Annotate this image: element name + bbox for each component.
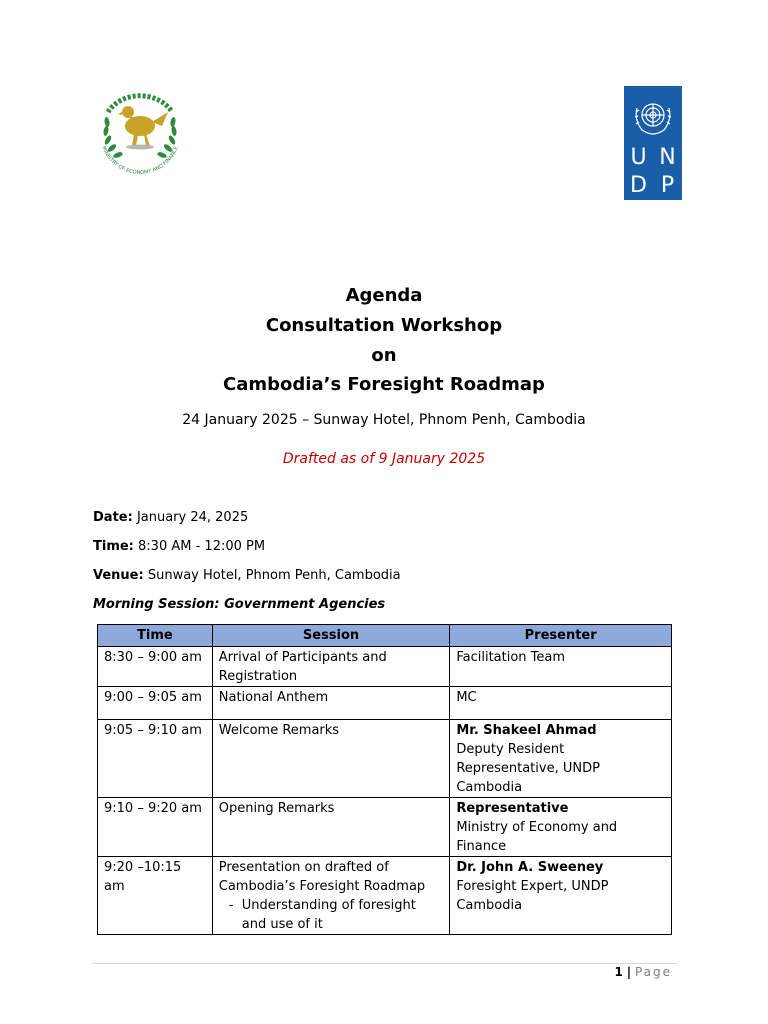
presenter-cell [450, 687, 672, 720]
page-footer [0, 964, 672, 980]
undp-letter-u: U [630, 145, 647, 170]
date-label: Date: [93, 510, 133, 525]
ministry-logo [88, 82, 192, 174]
venue-line [93, 567, 401, 584]
on-heading: on [371, 345, 397, 366]
roadmap-heading: Cambodia’s Foresight Roadmap [223, 374, 545, 395]
time-cell: 9:20 –10:15 am [98, 857, 213, 935]
presenter-cell [450, 647, 672, 687]
session-text: Presentation on drafted of Cambodia’s Foresight Roadmap [218, 860, 426, 894]
header-time: Time [98, 625, 213, 647]
undp-logo [624, 86, 682, 200]
undp-letter-p: P [660, 173, 675, 198]
session-cell: Welcome Remarks [212, 720, 450, 798]
presenter-detail: MC [456, 690, 477, 705]
presenter-cell [450, 798, 672, 857]
time-cell: 9:00 – 9:05 am [98, 687, 213, 720]
header-session: Session [212, 625, 450, 647]
presenter-detail: Facilitation Team [456, 650, 566, 665]
page-number: 1 [614, 965, 623, 979]
golden-bird [118, 106, 168, 146]
time-cell: 9:05 – 9:10 am [98, 720, 213, 798]
time-cell: 8:30 – 9:00 am [98, 647, 213, 687]
table-row [98, 687, 672, 720]
session-title: Morning Session: Government Agencies [93, 597, 386, 612]
agenda-table [97, 624, 672, 935]
presenter-detail: Deputy Resident Representative, UNDP Cambodia [456, 742, 600, 795]
presenter-cell [450, 720, 672, 798]
session-cell: Arrival of Participants and Registration [212, 647, 450, 687]
session-cell [212, 857, 450, 935]
bullet-text: Understanding of foresight and use of it [241, 898, 416, 932]
time-value: 8:30 AM - 12:00 PM [138, 539, 266, 554]
date-line [93, 509, 248, 526]
perch [126, 145, 154, 150]
bullet-dash: - [228, 898, 234, 913]
session-cell: National Anthem [212, 687, 450, 720]
khmer-script-arc [108, 96, 172, 112]
presenter-detail: Foresight Expert, UNDP Cambodia [456, 879, 609, 913]
venue-value: Sunway Hotel, Phnom Penh, Cambodia [147, 568, 401, 583]
page-word: Page [634, 965, 672, 979]
session-cell: Opening Remarks [212, 798, 450, 857]
time-line [93, 538, 265, 555]
workshop-heading: Consultation Workshop [265, 315, 503, 336]
presenter-detail: Ministry of Economy and Finance [456, 820, 618, 854]
table-row [98, 798, 672, 857]
time-cell: 9:10 – 9:20 am [98, 798, 213, 857]
table-row [98, 647, 672, 687]
time-label: Time: [93, 539, 134, 554]
table-row [98, 720, 672, 798]
date-value: January 24, 2025 [136, 510, 249, 525]
undp-letter-d: D [630, 173, 647, 198]
presenter-name: Mr. Shakeel Ahmad [456, 723, 597, 738]
un-emblem-icon [624, 86, 682, 144]
presenter-cell [450, 857, 672, 935]
draft-note: Drafted as of 9 January 2025 [282, 451, 486, 467]
ministry-emblem-icon [88, 82, 192, 174]
venue-label: Venue: [93, 568, 144, 583]
header-presenter: Presenter [450, 625, 672, 647]
event-subtitle: 24 January 2025 – Sunway Hotel, Phnom Penh, Cambodia [182, 412, 586, 428]
session-bullet [219, 896, 444, 934]
agenda-heading: Agenda [345, 285, 423, 306]
table-row [98, 857, 672, 935]
undp-letter-n: N [659, 145, 676, 170]
presenter-name: Representative [456, 801, 569, 816]
table-header-row [98, 625, 672, 647]
page-separator: | [626, 965, 632, 979]
ministry-logo-text: MINISTRY OF ECONOMY AND FINANCE [100, 145, 180, 174]
presenter-name: Dr. John A. Sweeney [456, 860, 604, 875]
